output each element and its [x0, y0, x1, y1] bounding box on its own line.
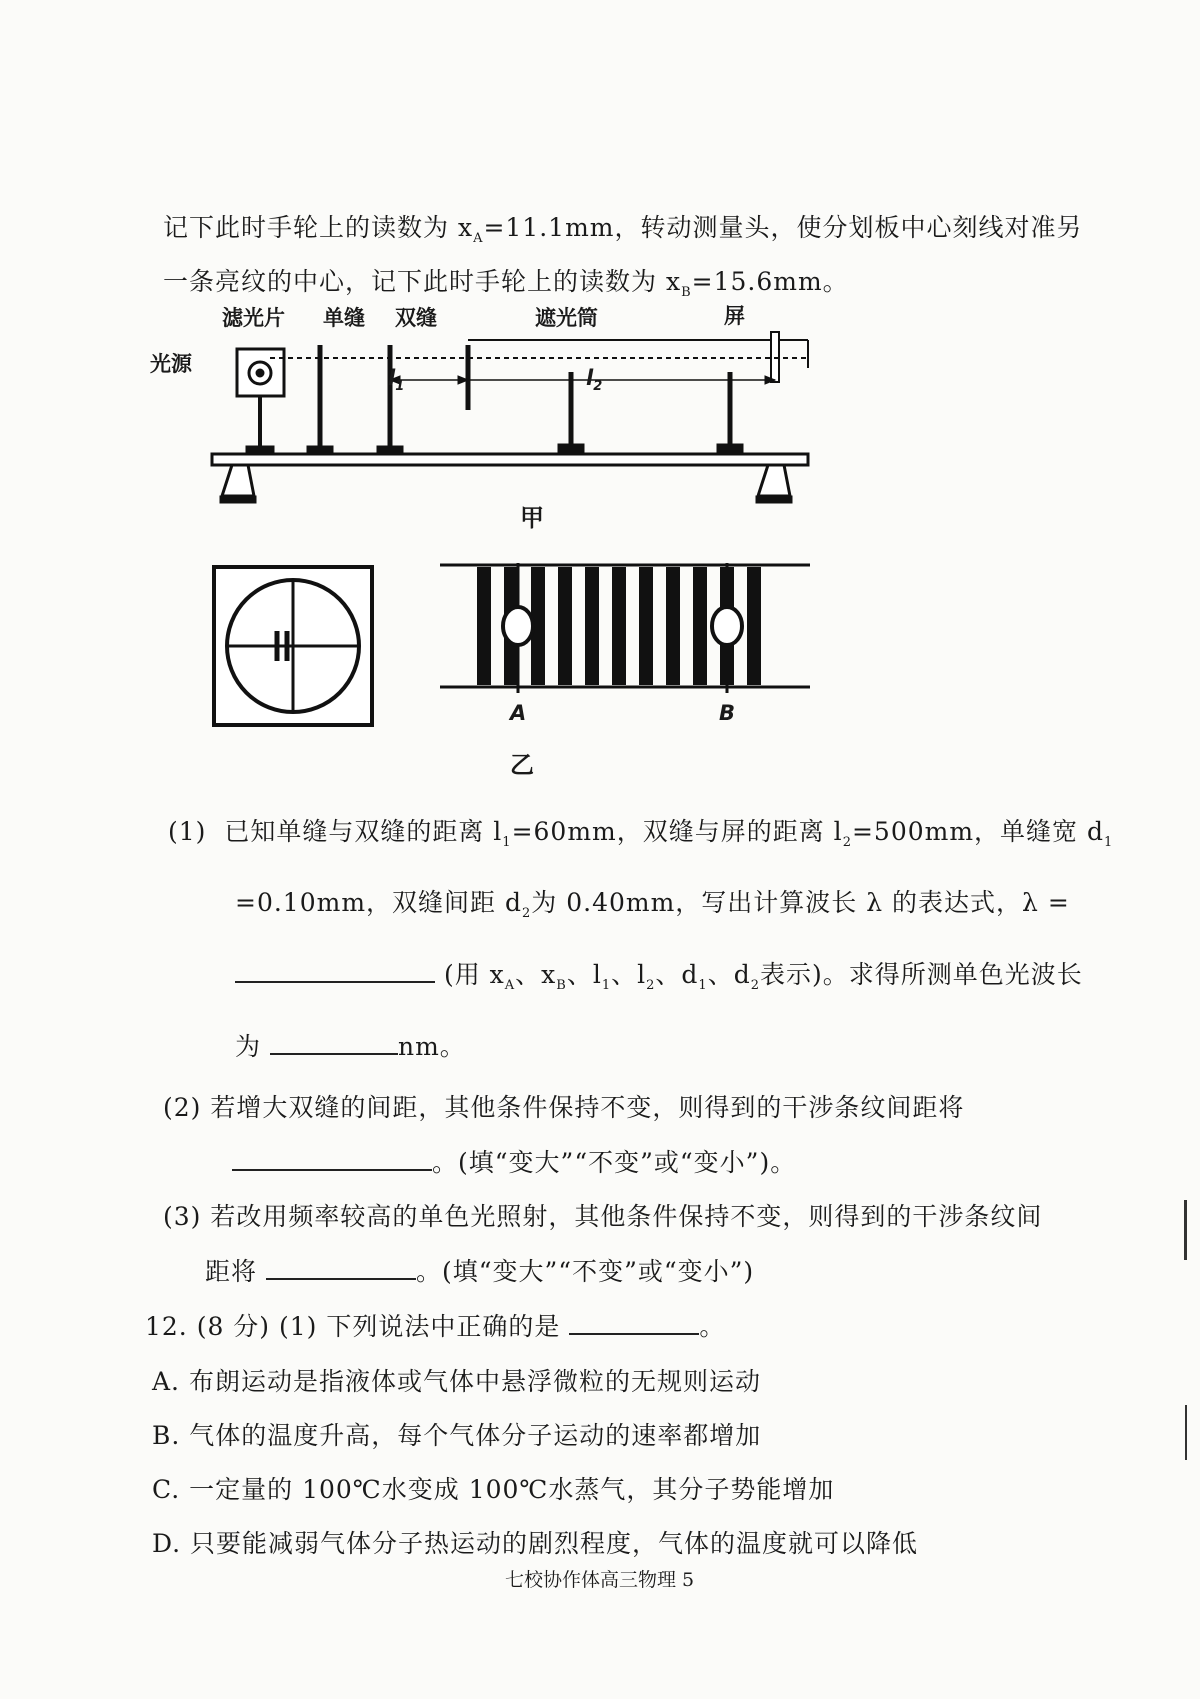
- q1-line-1: (1) 已知单缝与双缝的距离 $l_1=60mm$，双缝与屏的距离 $l_2=500mm$，单缝宽 $d_1$: [168, 817, 1114, 850]
- q12-option-a: A. 布朗运动是指液体或气体中悬浮微粒的无规则运动: [152, 1367, 761, 1396]
- label-screen: 屏: [724, 304, 745, 328]
- interference-fringes-diagram: [440, 563, 810, 693]
- label-l2: $l_2$: [586, 366, 603, 395]
- marker-b-label: B: [719, 701, 736, 725]
- q12-answer-blank[interactable]: [569, 1311, 699, 1335]
- intro-line-1: 记下此时手轮上的读数为 $x_A=11.1mm$，转动测量头，使分划板中心刻线对准另: [163, 213, 1083, 246]
- label-single-slit: 单缝: [323, 306, 365, 330]
- intro-line-2: 一条亮纹的中心，记下此时手轮上的读数为 $x_B=15.6mm$。: [163, 267, 849, 300]
- label-l1: $l_1$: [388, 366, 405, 395]
- q1-line-2: =0.10mm，双缝间距 $d_2$为 0.40mm，写出计算波长 λ 的表达式，λ =: [235, 888, 1070, 921]
- q3-line-2: 距将 。(填“变大”“不变”或“变小”): [205, 1257, 755, 1286]
- q3-line-1: (3) 若改用频率较高的单色光照射，其他条件保持不变，则得到的干涉条纹间: [163, 1202, 1043, 1231]
- page-footer: 七校协作体高三物理 5: [505, 1569, 695, 1591]
- label-tube: 遮光筒: [535, 306, 598, 330]
- marker-a-label: A: [510, 701, 527, 725]
- figure-apparatus: [150, 304, 870, 510]
- q12-stem: 12. (8 分) (1) 下列说法中正确的是 。: [145, 1312, 726, 1341]
- q12-option-d: D. 只要能减弱气体分子热运动的剧烈程度，气体的温度就可以降低: [152, 1529, 919, 1558]
- figure-fringes: [440, 563, 810, 743]
- q1-line-4: 为 nm。: [235, 1032, 466, 1061]
- figure-eyepiece: [212, 565, 374, 727]
- apparatus-diagram: [150, 310, 870, 510]
- label-filter: 滤光片: [222, 306, 285, 330]
- scan-mark: [1184, 1200, 1187, 1260]
- q1-answer-blank-formula[interactable]: [235, 959, 435, 983]
- scan-mark: [1185, 1405, 1187, 1460]
- q2-line-1: (2) 若增大双缝的间距，其他条件保持不变，则得到的干涉条纹间距将: [163, 1093, 965, 1122]
- q1-line-3: (用 $x_A$、$x_B$、$l_1$、$l_2$、$d_1$、$d_2$表示)。求得所测单色光波长: [235, 955, 1083, 993]
- figure-caption-yi: 乙: [510, 751, 534, 779]
- q2-line-2: 。(填“变大”“不变”或“变小”)。: [232, 1143, 796, 1179]
- q1-answer-blank-wavelength[interactable]: [270, 1031, 398, 1055]
- eyepiece-reticle-diagram: [212, 565, 374, 727]
- q3-answer-blank[interactable]: [266, 1256, 416, 1280]
- figure-caption-jia: 甲: [520, 504, 544, 532]
- q12-option-c: C. 一定量的 100℃水变成 100℃水蒸气，其分子势能增加: [152, 1475, 835, 1504]
- label-light-source: 光源: [150, 352, 192, 376]
- label-double-slit: 双缝: [395, 306, 437, 330]
- q1-number: (1): [168, 817, 207, 846]
- q2-answer-blank[interactable]: [232, 1147, 432, 1171]
- q12-option-b: B. 气体的温度升高，每个气体分子运动的速率都增加: [152, 1421, 762, 1450]
